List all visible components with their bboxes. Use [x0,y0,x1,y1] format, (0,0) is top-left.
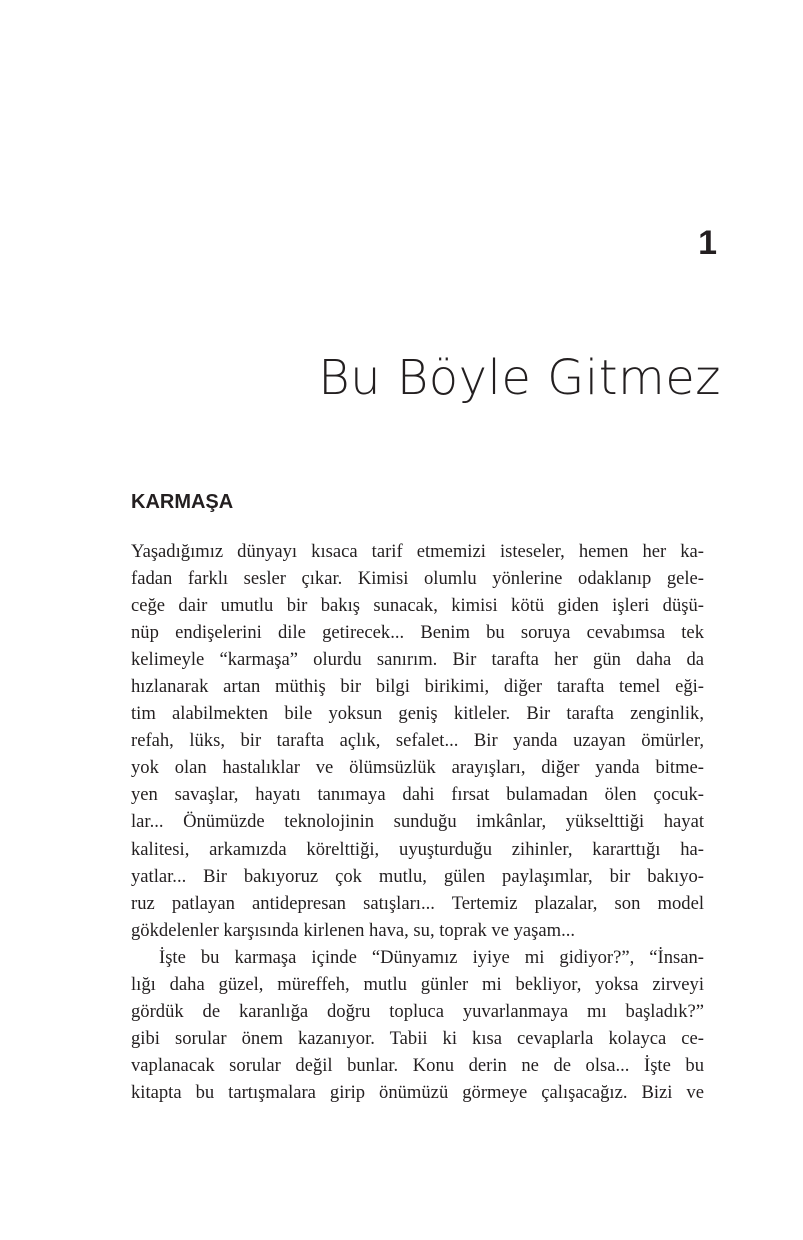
text-line: kitapta bu tartışmalara girip önümüzü görmeye çalışacağız. Bizi ve [131,1081,704,1103]
text-line: ceğe dair umutlu bir bakış sunacak, kimisi kötü giden işleri düşü- [131,595,704,617]
text-line: lar... Önümüzde teknolojinin sunduğu imkânlar, yükselttiği hayat [131,811,704,833]
section-heading: KARMAŞA [131,491,234,513]
text-line: gökdelenler karşısında kirlenen hava, su, toprak ve yaşam... [131,919,576,941]
paragraph [131,944,704,1106]
text-line: yok olan hastalıklar ve ölümsüzlük arayışları, diğer yanda bitme- [131,757,704,779]
body-text [131,538,704,1106]
text-line: tim alabilmekten bile yoksun geniş kitleler. Bir tarafta zenginlik, [131,703,704,725]
text-line: ruz patlayan antidepresan satışları... Tertemiz plazalar, son model [131,892,704,914]
text-line: gördük de karanlığa doğru topluca yuvarlanmaya mı başladık?” [131,1000,704,1022]
text-line: kalitesi, arkamızda körelttiği, uyuşturduğu zihinler, kararttığı ha- [131,838,704,860]
text-line: hızlanarak artan müthiş bir bilgi birikimi, diğer tarafta temel eği- [131,676,704,698]
paragraph [131,538,704,944]
chapter-title: Bu Böyle Gitmez [318,350,721,406]
text-line: İşte bu karmaşa içinde “Dünyamız iyiye mi gidiyor?”, “İnsan- [159,946,704,968]
text-line: yen savaşlar, hayatı tanımaya dahi fırsat bulamadan ölen çocuk- [131,784,704,806]
text-line: gibi sorular önem kazanıyor. Tabii ki kısa cevaplarla kolayca ce- [131,1027,704,1049]
text-line: lığı daha güzel, müreffeh, mutlu günler mi bekliyor, yoksa zirveyi [131,973,704,995]
text-line: vaplanacak sorular değil bunlar. Konu derin ne de olsa... İşte bu [131,1054,704,1076]
chapter-number: 1 [698,224,717,262]
text-line: fadan farklı sesler çıkar. Kimisi olumlu yönlerine odaklanıp gele- [131,568,704,590]
text-line: kelimeyle “karmaşa” olurdu sanırım. Bir tarafta her gün daha da [131,649,704,671]
text-line: refah, lüks, bir tarafta açlık, sefalet... Bir yanda uzayan ömürler, [131,730,704,752]
text-line: nüp endişelerini dile getirecek... Benim bu soruya cevabımsa tek [131,622,704,644]
text-line: yatlar... Bir bakıyoruz çok mutlu, gülen paylaşımlar, bir bakıyo- [131,865,704,887]
text-line: Yaşadığımız dünyayı kısaca tarif etmemizi isteseler, hemen her ka- [131,541,704,562]
